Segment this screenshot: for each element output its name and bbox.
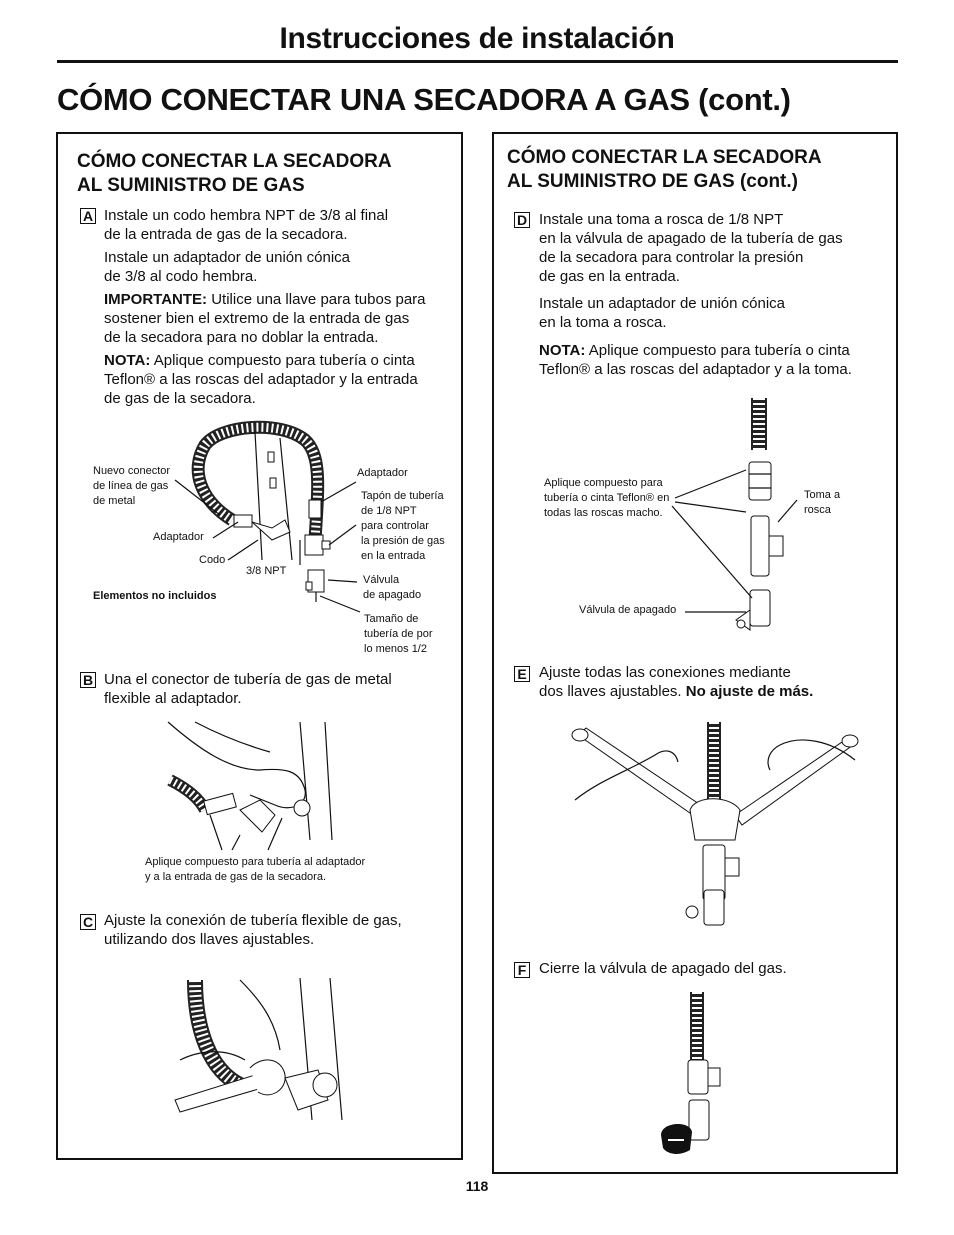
step-d-marker: D xyxy=(514,212,530,228)
label-tamano: Tamaño de tubería de por lo menos 1/2 xyxy=(364,613,433,655)
right-panel-title: CÓMO CONECTAR LA SECADORA AL SUMINISTRO DE GAS (cont.) xyxy=(507,147,822,192)
page-header-title: Instrucciones de instalación xyxy=(279,22,675,55)
label-elementos-no-incluidos: Elementos no incluidos xyxy=(93,590,217,602)
step-c-text: Ajuste la conexión de tubería flexible de gas, utilizando dos llaves ajustables. xyxy=(104,912,402,948)
step-a-important: IMPORTANTE: Utilice una llave para tubos para sostener bien el extremo de la entrada de gas de la secadora para no doblar la entrada. xyxy=(104,291,426,346)
page-title: CÓMO CONECTAR UNA SECADORA A GAS (cont.) xyxy=(57,82,791,117)
step-a-text: Instale un codo hembra NPT de 3/8 al final de la entrada de gas de la secadora. xyxy=(104,207,389,243)
hand-attaching-connector-illustration xyxy=(140,720,340,860)
label-valvula-de-apagado: Válvula de apagado xyxy=(579,604,677,616)
step-d-text: Instale una toma a rosca de 1/8 NPT en la válvula de apagado de la tubería de gas de la secadora para controlar la presión de gas en la entrada. xyxy=(539,211,843,285)
label-adaptador-left: Adaptador xyxy=(153,531,204,543)
page-number: 118 xyxy=(465,1178,489,1194)
label-nuevo-conector: Nuevo conector de línea de gas de metal xyxy=(93,465,171,507)
label-toma-a-rosca: Toma a rosca xyxy=(804,489,841,516)
valve-shutoff-illustration xyxy=(650,990,750,1160)
step-b-text: Una el conector de tubería de gas de metal flexible al adaptador. xyxy=(104,671,392,707)
label-npt: 3/8 NPT xyxy=(246,565,287,577)
step-e-text: Ajuste todas las conexiones mediante dos llaves ajustables. No ajuste de más. xyxy=(539,664,814,700)
step-a-marker: A xyxy=(80,208,96,224)
step-a-adapter-text: Instale un adaptador de unión cónica de 3/8 al codo hembra. xyxy=(104,249,351,285)
label-aplique: Aplique compuesto para tubería o cinta Teflon® en todas las roscas macho. xyxy=(544,477,670,519)
left-panel-title: CÓMO CONECTAR LA SECADORA AL SUMINISTRO DE GAS xyxy=(77,151,392,196)
step-f-text: Cierre la válvula de apagado del gas. xyxy=(539,960,787,977)
label-codo: Codo xyxy=(199,554,226,566)
header-rule xyxy=(57,60,898,63)
two-wrenches-illustration xyxy=(570,720,860,935)
step-b-marker: B xyxy=(80,672,96,688)
fig2-caption: Aplique compuesto para tubería al adaptador y a la entrada de gas de la secadora. xyxy=(145,856,366,883)
step-e-marker: E xyxy=(514,666,530,682)
step-d-note: NOTA: Aplique compuesto para tubería o cinta Teflon® a las roscas del adaptador y a la toma. xyxy=(539,342,852,378)
wrench-tightening-illustration xyxy=(170,975,360,1135)
label-adaptador-right: Adaptador xyxy=(357,467,408,479)
label-valvula: Válvula de apagado xyxy=(363,574,422,601)
step-a-note: NOTA: Aplique compuesto para tubería o cinta Teflon® a las roscas del adaptador y la entrada de gas de la secadora. xyxy=(104,352,418,407)
step-c-marker: C xyxy=(80,914,96,930)
step-d-adapter-text: Instale un adaptador de unión cónica en la toma a rosca. xyxy=(539,295,786,331)
step-f-marker: F xyxy=(514,962,530,978)
label-tapon: Tapón de tubería de 1/8 NPT para controlar la presión de gas en la entrada xyxy=(361,490,445,562)
